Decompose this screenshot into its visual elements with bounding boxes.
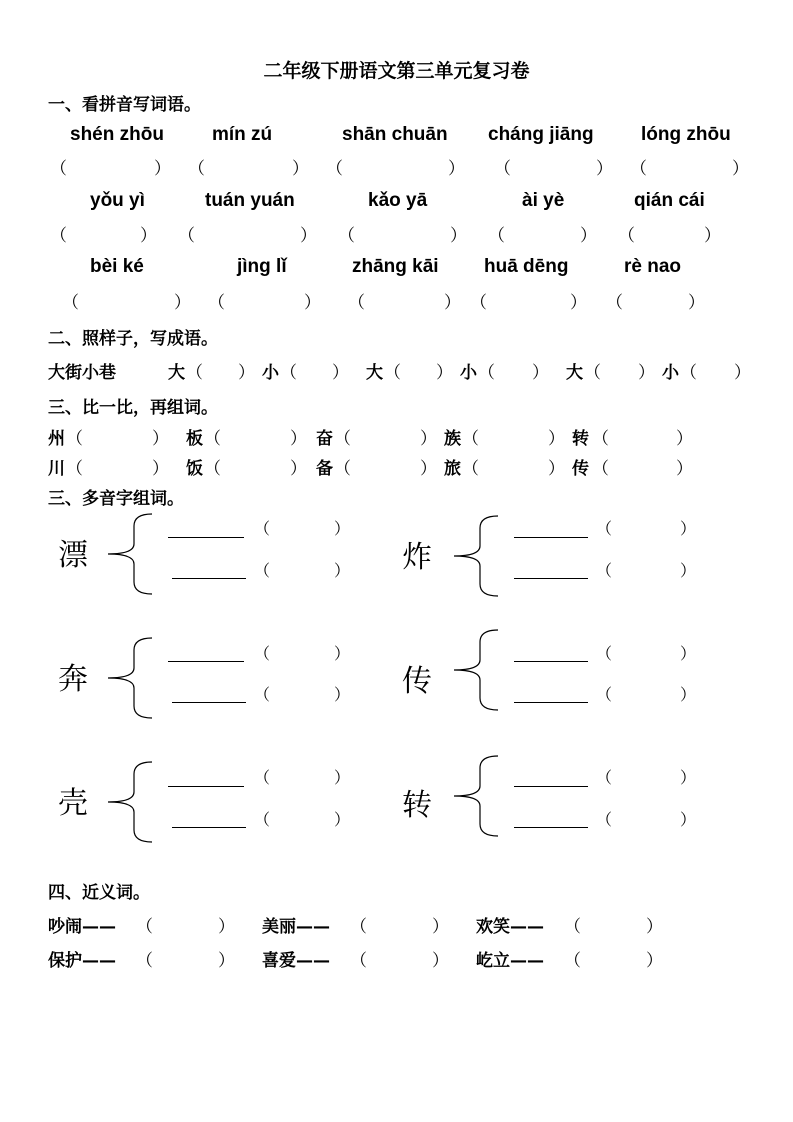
section3b-heading: 三、多音字组词。 bbox=[48, 489, 184, 509]
polyphone-char: 传 bbox=[402, 664, 432, 699]
answer-paren-open: （ bbox=[178, 226, 195, 246]
answer-paren-open: （ bbox=[208, 293, 225, 313]
answer-paren-close: ） bbox=[680, 768, 697, 787]
answer-paren-close: ） bbox=[732, 159, 749, 179]
answer-paren-close: ） bbox=[218, 951, 235, 971]
answer-paren-close: ） bbox=[680, 561, 697, 580]
synonym-word: 欢笑—— bbox=[476, 917, 544, 937]
answer-paren-open: （ bbox=[186, 363, 203, 383]
pinyin-3-5: rè nao bbox=[624, 256, 682, 277]
answer-paren-open: （ bbox=[204, 459, 221, 479]
pinyin-3-2: jìng lǐ bbox=[237, 256, 287, 277]
answer-paren-close: ） bbox=[420, 459, 437, 479]
brace-icon bbox=[100, 760, 160, 844]
answer-paren-close: ） bbox=[334, 519, 351, 538]
answer-line bbox=[168, 661, 244, 662]
compare-char: 旅 bbox=[444, 459, 461, 479]
idiom-big-char: 大 bbox=[566, 363, 583, 383]
polyphone-char: 炸 bbox=[402, 540, 432, 575]
answer-paren-close: ） bbox=[292, 159, 309, 179]
answer-paren-close: ） bbox=[436, 363, 453, 383]
synonym-word: 保护—— bbox=[48, 951, 116, 971]
answer-paren-open: （ bbox=[254, 685, 271, 704]
compare-char: 传 bbox=[572, 459, 589, 479]
answer-paren-open: （ bbox=[188, 159, 205, 179]
answer-paren-close: ） bbox=[432, 951, 449, 971]
answer-paren-open: （ bbox=[596, 519, 613, 538]
answer-paren-open: （ bbox=[50, 159, 67, 179]
compare-char: 备 bbox=[316, 459, 333, 479]
pinyin-2-4: ài yè bbox=[522, 190, 565, 211]
answer-paren-close: ） bbox=[332, 363, 349, 383]
answer-line bbox=[514, 827, 588, 828]
answer-paren-open: （ bbox=[680, 363, 697, 383]
answer-paren-open: （ bbox=[606, 293, 623, 313]
answer-paren-open: （ bbox=[350, 951, 367, 971]
compare-char: 族 bbox=[444, 429, 461, 449]
answer-paren-close: ） bbox=[596, 159, 613, 179]
answer-paren-close: ） bbox=[680, 685, 697, 704]
answer-paren-close: ） bbox=[238, 363, 255, 383]
answer-paren-close: ） bbox=[548, 429, 565, 449]
answer-paren-open: （ bbox=[136, 917, 153, 937]
answer-paren-open: （ bbox=[326, 159, 343, 179]
answer-paren-close: ） bbox=[646, 917, 663, 937]
answer-paren-open: （ bbox=[596, 685, 613, 704]
pinyin-2-5: qián cái bbox=[634, 190, 705, 211]
page-title: 二年级下册语文第三单元复习卷 bbox=[263, 60, 530, 82]
pinyin-2-1: yǒu yì bbox=[90, 190, 145, 211]
compare-char: 川 bbox=[48, 459, 65, 479]
answer-paren-close: ） bbox=[532, 363, 549, 383]
pinyin-1-3: shān chuān bbox=[342, 124, 448, 145]
pinyin-1-1: shén zhōu bbox=[70, 124, 164, 145]
answer-paren-open: （ bbox=[66, 429, 83, 449]
answer-paren-open: （ bbox=[596, 810, 613, 829]
answer-paren-open: （ bbox=[254, 810, 271, 829]
answer-paren-close: ） bbox=[638, 363, 655, 383]
answer-paren-close: ） bbox=[290, 429, 307, 449]
answer-paren-close: ） bbox=[304, 293, 321, 313]
brace-icon bbox=[100, 636, 160, 720]
answer-paren-open: （ bbox=[630, 159, 647, 179]
answer-paren-open: （ bbox=[280, 363, 297, 383]
answer-paren-open: （ bbox=[596, 561, 613, 580]
section2-heading: 二、照样子，写成语。 bbox=[48, 329, 218, 349]
answer-paren-close: ） bbox=[432, 917, 449, 937]
section1-heading: 一、看拼音写词语。 bbox=[48, 95, 201, 115]
idiom-big-char: 大 bbox=[366, 363, 383, 383]
answer-paren-open: （ bbox=[592, 459, 609, 479]
idiom-example: 大街小巷 bbox=[48, 363, 116, 383]
answer-line bbox=[514, 537, 588, 538]
answer-paren-open: （ bbox=[334, 459, 351, 479]
answer-line bbox=[514, 702, 588, 703]
answer-line bbox=[514, 578, 588, 579]
answer-paren-close: ） bbox=[420, 429, 437, 449]
answer-line bbox=[514, 786, 588, 787]
answer-paren-close: ） bbox=[680, 519, 697, 538]
answer-paren-close: ） bbox=[676, 459, 693, 479]
answer-paren-close: ） bbox=[688, 293, 705, 313]
answer-paren-open: （ bbox=[136, 951, 153, 971]
answer-paren-close: ） bbox=[680, 810, 697, 829]
answer-paren-close: ） bbox=[334, 810, 351, 829]
answer-paren-close: ） bbox=[580, 226, 597, 246]
answer-paren-open: （ bbox=[334, 429, 351, 449]
answer-paren-close: ） bbox=[154, 159, 171, 179]
synonym-word: 吵闹—— bbox=[48, 917, 116, 937]
polyphone-char: 奔 bbox=[58, 662, 88, 697]
answer-paren-close: ） bbox=[680, 644, 697, 663]
answer-paren-close: ） bbox=[334, 561, 351, 580]
answer-paren-open: （ bbox=[470, 293, 487, 313]
section4-heading: 四、近义词。 bbox=[48, 883, 150, 903]
answer-line bbox=[172, 578, 246, 579]
compare-char: 转 bbox=[572, 429, 589, 449]
answer-paren-open: （ bbox=[204, 429, 221, 449]
answer-paren-open: （ bbox=[254, 768, 271, 787]
pinyin-3-3: zhāng kāi bbox=[352, 256, 439, 277]
answer-paren-open: （ bbox=[62, 293, 79, 313]
idiom-small-char: 小 bbox=[460, 363, 477, 383]
answer-paren-close: ） bbox=[548, 459, 565, 479]
compare-char: 板 bbox=[186, 429, 203, 449]
answer-line bbox=[172, 827, 246, 828]
answer-paren-open: （ bbox=[462, 459, 479, 479]
answer-line bbox=[168, 786, 244, 787]
brace-icon bbox=[446, 754, 506, 838]
polyphone-char: 漂 bbox=[58, 538, 88, 573]
pinyin-3-4: huā dēng bbox=[484, 256, 569, 277]
answer-paren-close: ） bbox=[334, 768, 351, 787]
answer-line bbox=[514, 661, 588, 662]
answer-paren-open: （ bbox=[338, 226, 355, 246]
answer-paren-close: ） bbox=[450, 226, 467, 246]
answer-line bbox=[168, 537, 244, 538]
synonym-word: 屹立—— bbox=[476, 951, 544, 971]
section3a-heading: 三、比一比，再组词。 bbox=[48, 398, 218, 418]
answer-paren-open: （ bbox=[488, 226, 505, 246]
answer-paren-close: ） bbox=[334, 685, 351, 704]
idiom-small-char: 小 bbox=[662, 363, 679, 383]
answer-paren-close: ） bbox=[570, 293, 587, 313]
pinyin-1-4: cháng jiāng bbox=[488, 124, 594, 145]
compare-char: 饭 bbox=[186, 459, 203, 479]
pinyin-1-5: lóng zhōu bbox=[641, 124, 731, 145]
answer-paren-open: （ bbox=[384, 363, 401, 383]
answer-paren-close: ） bbox=[676, 429, 693, 449]
answer-paren-close: ） bbox=[734, 363, 751, 383]
answer-paren-open: （ bbox=[564, 951, 581, 971]
compare-char: 奋 bbox=[316, 429, 333, 449]
answer-paren-open: （ bbox=[596, 644, 613, 663]
pinyin-3-1: bèi ké bbox=[90, 256, 144, 277]
answer-paren-open: （ bbox=[254, 561, 271, 580]
answer-paren-open: （ bbox=[462, 429, 479, 449]
answer-paren-close: ） bbox=[218, 917, 235, 937]
answer-paren-close: ） bbox=[334, 644, 351, 663]
answer-paren-close: ） bbox=[290, 459, 307, 479]
answer-line bbox=[172, 702, 246, 703]
answer-paren-close: ） bbox=[646, 951, 663, 971]
pinyin-2-2: tuán yuán bbox=[205, 190, 295, 211]
answer-paren-close: ） bbox=[152, 429, 169, 449]
answer-paren-open: （ bbox=[350, 917, 367, 937]
answer-paren-open: （ bbox=[254, 519, 271, 538]
answer-paren-close: ） bbox=[444, 293, 461, 313]
answer-paren-open: （ bbox=[592, 429, 609, 449]
idiom-small-char: 小 bbox=[262, 363, 279, 383]
answer-paren-open: （ bbox=[584, 363, 601, 383]
answer-paren-close: ） bbox=[174, 293, 191, 313]
answer-paren-open: （ bbox=[596, 768, 613, 787]
answer-paren-close: ） bbox=[140, 226, 157, 246]
synonym-word: 喜爱—— bbox=[262, 951, 330, 971]
answer-paren-open: （ bbox=[618, 226, 635, 246]
answer-paren-open: （ bbox=[254, 644, 271, 663]
polyphone-char: 转 bbox=[402, 788, 432, 823]
answer-paren-open: （ bbox=[50, 226, 67, 246]
answer-paren-close: ） bbox=[448, 159, 465, 179]
pinyin-2-3: kǎo yā bbox=[368, 190, 428, 211]
answer-paren-open: （ bbox=[494, 159, 511, 179]
answer-paren-open: （ bbox=[478, 363, 495, 383]
answer-paren-open: （ bbox=[66, 459, 83, 479]
answer-paren-open: （ bbox=[348, 293, 365, 313]
brace-icon bbox=[100, 512, 160, 596]
answer-paren-close: ） bbox=[704, 226, 721, 246]
answer-paren-close: ） bbox=[300, 226, 317, 246]
brace-icon bbox=[446, 628, 506, 712]
synonym-word: 美丽—— bbox=[262, 917, 330, 937]
brace-icon bbox=[446, 514, 506, 598]
answer-paren-close: ） bbox=[152, 459, 169, 479]
answer-paren-open: （ bbox=[564, 917, 581, 937]
compare-char: 州 bbox=[48, 429, 65, 449]
idiom-big-char: 大 bbox=[168, 363, 185, 383]
polyphone-char: 壳 bbox=[58, 786, 88, 821]
pinyin-1-2: mín zú bbox=[212, 124, 273, 145]
